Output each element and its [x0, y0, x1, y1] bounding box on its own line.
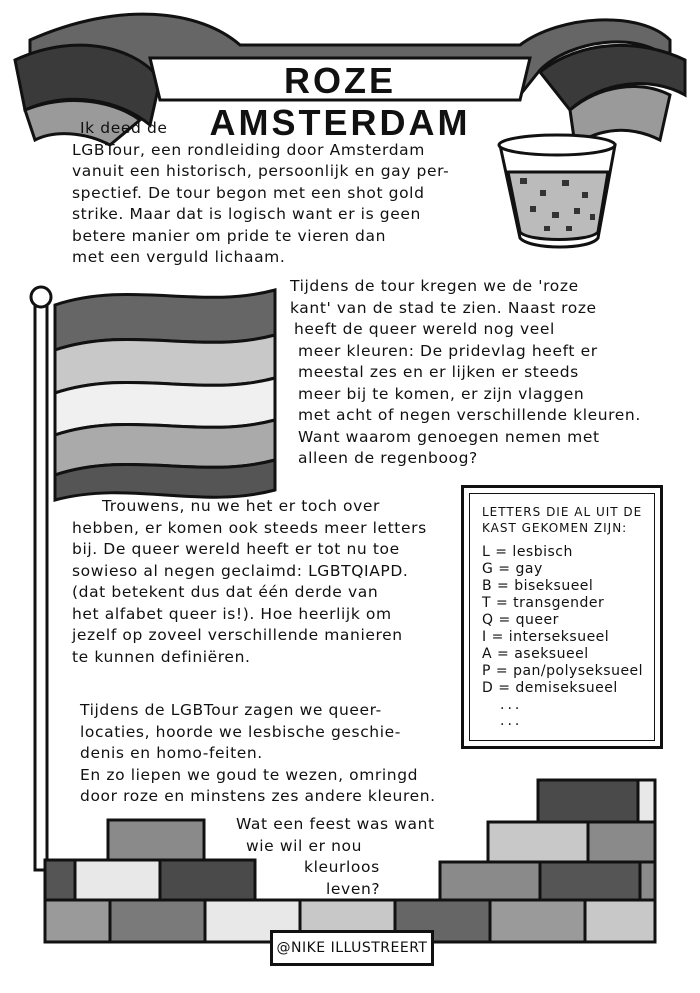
credit-label: @NIKE ILLUSTREERT: [270, 930, 434, 966]
letters-line: bij. De queer wereld heeft er tot nu toe: [72, 540, 400, 558]
letters-line: te kunnen definiëren.: [72, 647, 251, 666]
closing-paragraph: [236, 814, 436, 900]
ellipsis: ...: [500, 713, 523, 729]
tour-line: denis en homo-feiten.: [80, 744, 263, 762]
rainbow-line: met acht of negen verschillende kleuren.: [298, 406, 641, 424]
letters-line: Trouwens, nu we het er toch over: [102, 497, 381, 515]
tour-line: En zo liepen we goud te wezen, omringd: [80, 765, 419, 784]
intro-line: LGBTour, een rondleiding door Amsterdam: [72, 140, 425, 159]
letters-paragraph: [72, 496, 462, 668]
intro-line: met een verguld lichaam.: [72, 248, 286, 266]
rainbow-paragraph: [290, 276, 680, 470]
rainbow-line: heeft de queer wereld nog veel: [294, 320, 555, 338]
rainbow-line: alleen de regenboog?: [298, 449, 478, 467]
tour-line: door roze en minstens zes andere kleuren.: [80, 787, 436, 805]
tour-paragraph: [80, 700, 520, 808]
list-item: L = lesbisch: [482, 544, 573, 560]
rainbow-line: Want waarom genoegen nemen met: [298, 427, 600, 446]
rainbow-line: Tijdens de tour kregen we de 'roze: [290, 277, 579, 295]
letters-line: hebben, er komen ook steeds meer letters: [72, 518, 427, 537]
intro-line: betere manier om pride te vieren dan: [72, 226, 387, 245]
letters-list: [482, 544, 648, 697]
ellipsis: ...: [500, 697, 523, 713]
closing-line: leven?: [326, 879, 381, 898]
tour-line: Tijdens de LGBTour zagen we queer-: [80, 701, 382, 719]
intro-line: vanuit een historisch, persoonlijk en gay per-: [72, 162, 450, 180]
rainbow-line: meer bij te komen, er zijn vlaggen: [298, 384, 585, 403]
closing-line: kleurloos: [304, 858, 380, 876]
list-item: T = transgender: [482, 595, 605, 611]
letters-line: sowieso al negen geclaimd: LGBTQIAPD.: [72, 561, 409, 580]
list-item: A = aseksueel: [482, 646, 589, 662]
intro-line: strike. Maar dat is logisch want er is geen: [72, 205, 421, 223]
list-item: I = interseksueel: [482, 629, 610, 645]
list-item: D = demiseksueel: [482, 680, 618, 696]
rainbow-line: kant' van de stad te zien. Naast roze: [290, 298, 597, 317]
letters-box-heading: [482, 504, 648, 536]
letters-line: jezelf op zoveel verschillende manieren: [72, 626, 403, 644]
intro-line: spectief. De tour begon met een shot gold: [72, 183, 425, 202]
page-title: ROZE AMSTERDAM: [209, 60, 471, 143]
intro-line: Ik deed de: [80, 119, 168, 137]
list-item: P = pan/polyseksueel: [482, 663, 644, 679]
closing-line: Wat een feest was want: [236, 815, 435, 833]
list-item: Q = queer: [482, 612, 559, 628]
list-item: B = biseksueel: [482, 578, 594, 594]
tour-line: locaties, hoorde we lesbische geschie-: [80, 722, 401, 741]
letters-line: het alfabet queer is!). Hoe heerlijk om: [72, 604, 392, 623]
closing-line: wie wil er nou: [246, 836, 363, 855]
list-item: G = gay: [482, 561, 543, 577]
rainbow-line: meestal zes en er lijken er steeds: [298, 363, 579, 381]
letters-box-heading-line: LETTERS DIE AL UIT DE: [482, 505, 643, 519]
letters-line: (dat betekent dus dat één derde van: [72, 583, 379, 601]
shot-glass-icon: [499, 135, 615, 247]
letters-box-heading-line: KAST GEKOMEN ZIJN:: [482, 521, 628, 535]
intro-paragraph: [72, 118, 492, 269]
rainbow-line: meer kleuren: De pridevlag heeft er: [298, 341, 598, 360]
